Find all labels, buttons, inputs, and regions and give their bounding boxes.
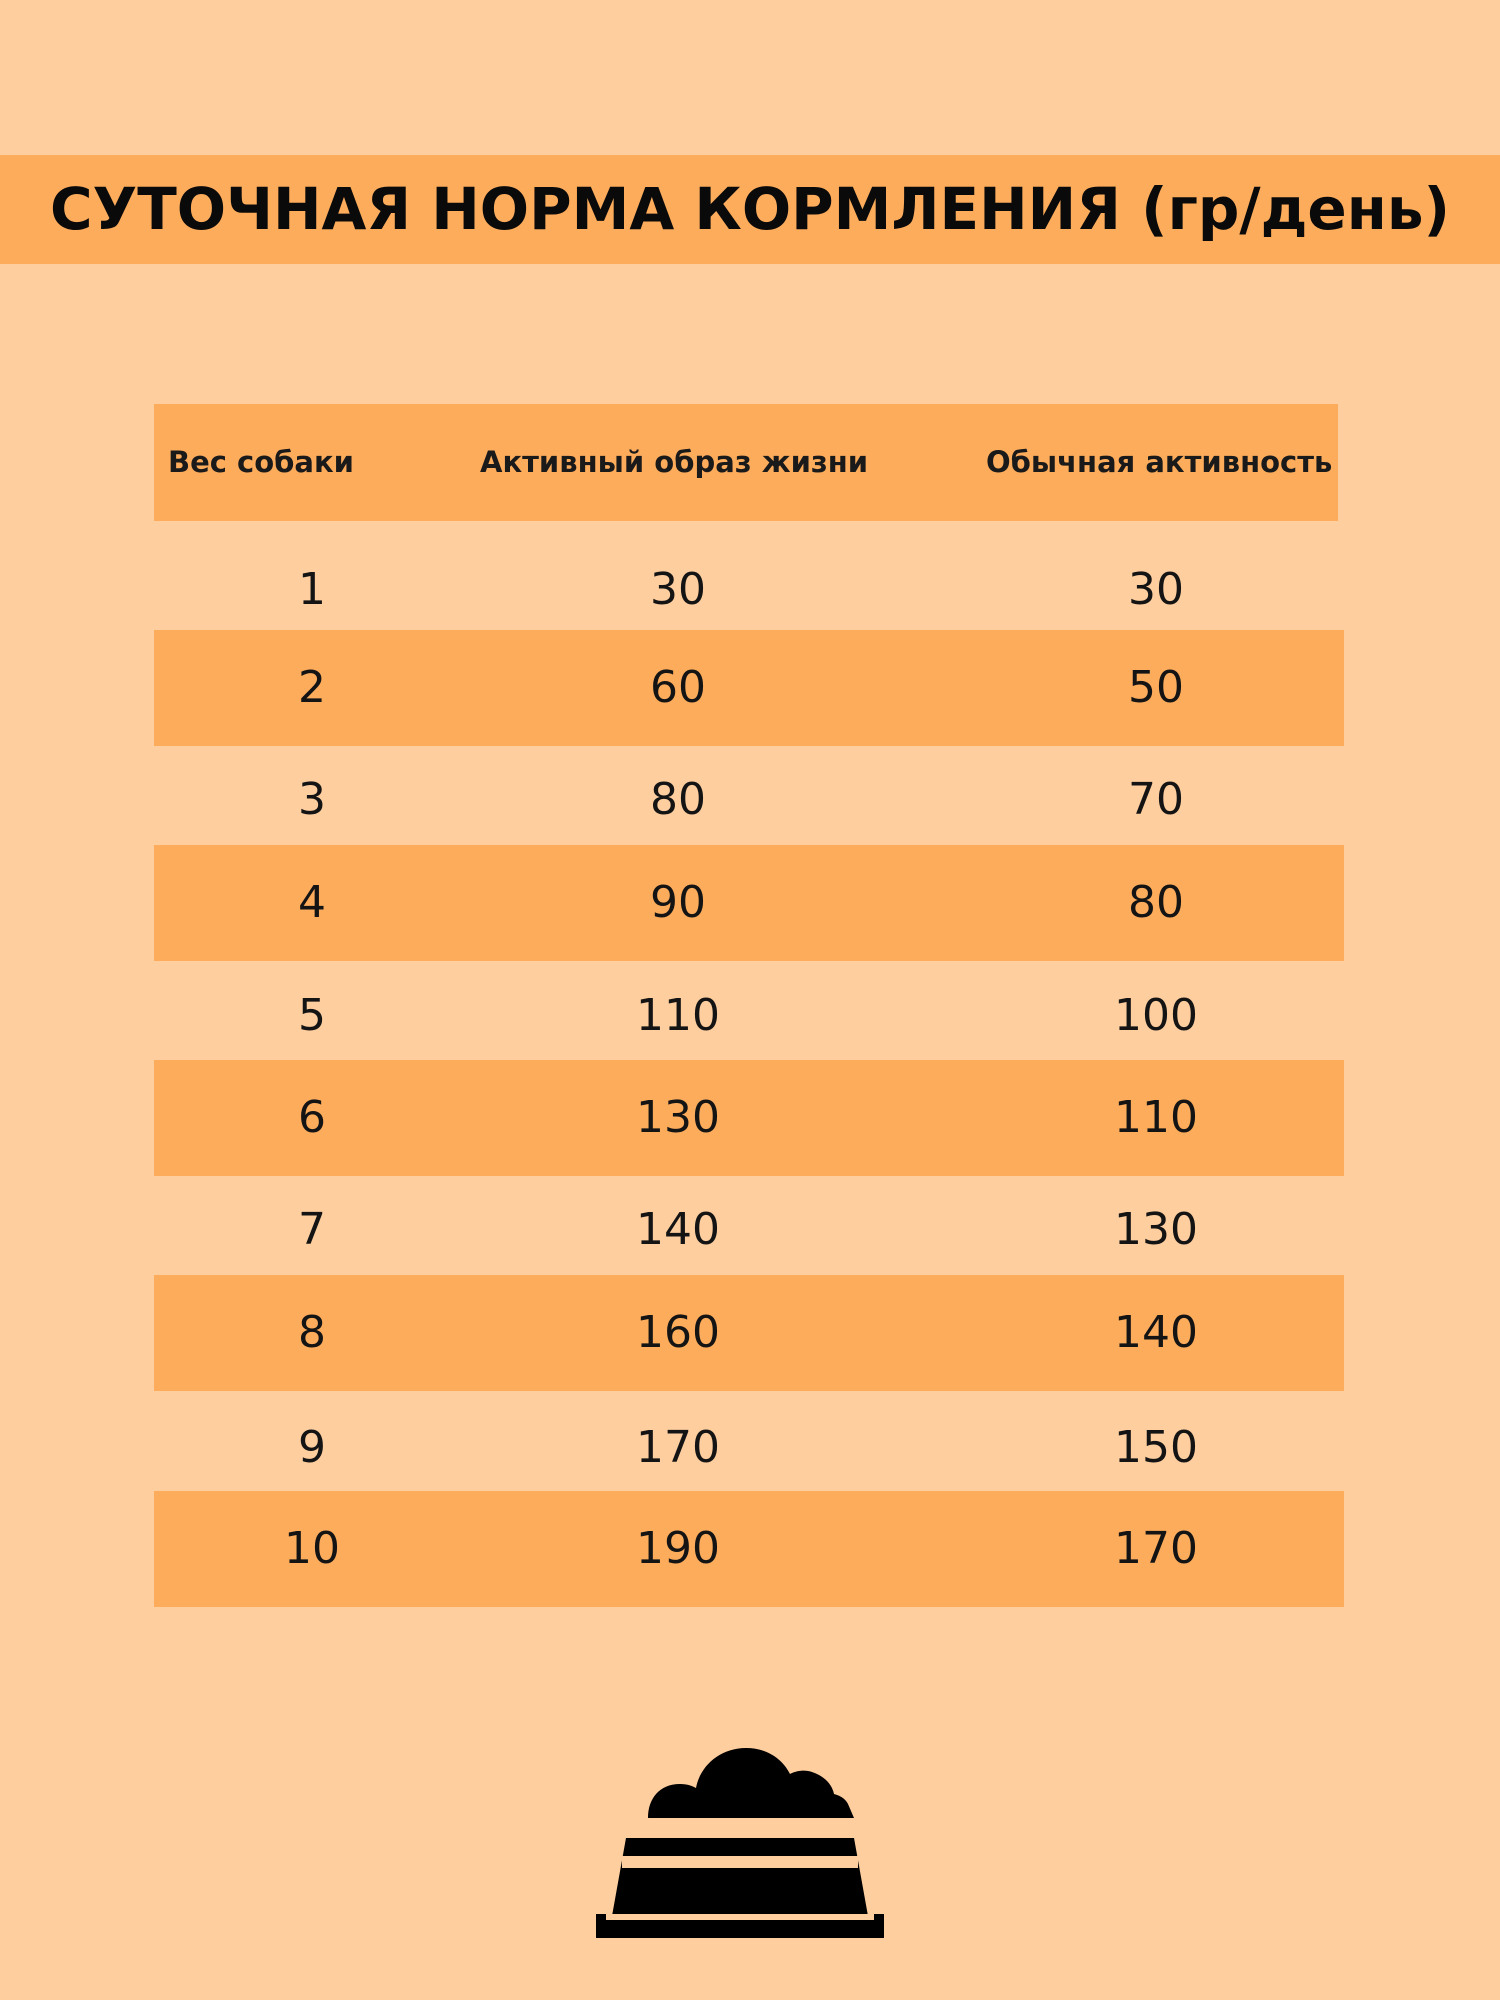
cell-normal: 150	[1114, 1422, 1198, 1473]
cell-weight: 4	[298, 877, 326, 928]
cell-active: 60	[650, 662, 706, 713]
table-header-row	[154, 404, 1338, 521]
cell-active: 170	[636, 1422, 720, 1473]
cell-normal: 50	[1128, 662, 1184, 713]
cell-normal: 170	[1114, 1523, 1198, 1574]
cell-active: 80	[650, 774, 706, 825]
cell-normal: 130	[1114, 1204, 1198, 1255]
header-dog-weight: Вес собаки	[168, 445, 354, 479]
cell-normal: 140	[1114, 1307, 1198, 1358]
page-title: СУТОЧНАЯ НОРМА КОРМЛЕНИЯ (гр/день)	[49, 175, 1451, 243]
cell-normal: 110	[1114, 1092, 1198, 1143]
cell-normal: 30	[1128, 564, 1184, 615]
cell-weight: 3	[298, 774, 326, 825]
table-row	[154, 1172, 1344, 1288]
cell-weight: 10	[284, 1523, 340, 1574]
table-row	[154, 1275, 1344, 1391]
cell-active: 130	[636, 1092, 720, 1143]
table-row	[154, 742, 1344, 858]
cell-active: 140	[636, 1204, 720, 1255]
table-row	[154, 630, 1344, 746]
table-row	[154, 845, 1344, 961]
table-row	[154, 1491, 1344, 1607]
cell-weight: 1	[298, 564, 326, 615]
table-row	[154, 1060, 1344, 1176]
cell-normal: 80	[1128, 877, 1184, 928]
header-normal-activity: Обычная активность	[986, 445, 1333, 479]
cell-normal: 70	[1128, 774, 1184, 825]
cell-active: 110	[636, 990, 720, 1041]
cell-weight: 8	[298, 1307, 326, 1358]
table-row	[154, 1390, 1344, 1506]
cell-normal: 100	[1114, 990, 1198, 1041]
cell-weight: 2	[298, 662, 326, 713]
table-row	[154, 958, 1344, 1074]
food-bowl-icon	[596, 1748, 884, 1938]
header-active-lifestyle: Активный образ жизни	[480, 445, 869, 479]
cell-weight: 5	[298, 990, 326, 1041]
cell-weight: 7	[298, 1204, 326, 1255]
cell-weight: 9	[298, 1422, 326, 1473]
cell-active: 190	[636, 1523, 720, 1574]
cell-weight: 6	[298, 1092, 326, 1143]
cell-active: 90	[650, 877, 706, 928]
cell-active: 160	[636, 1307, 720, 1358]
cell-active: 30	[650, 564, 706, 615]
